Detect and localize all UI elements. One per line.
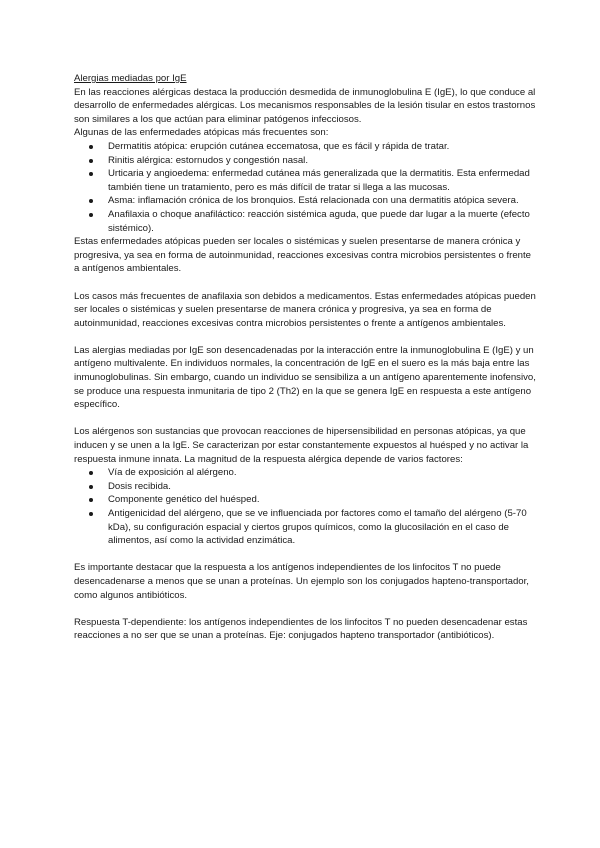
- paragraph-anaphylaxis: Los casos más frecuentes de anafilaxia son debidos a medicamentos. Estas enfermedades atópicas pueden ser locales o sistémicas y suelen presentarse de manera crónica y progresiva, ya sea en forma de autoinmunidad, reacciones excesivas contra microbios persistentes o frente a antígenos ambientales.: [74, 290, 536, 329]
- list-item: Rinitis alérgica: estornudos y congestión nasal.: [74, 154, 536, 168]
- list-item: Componente genético del huésped.: [74, 493, 536, 507]
- atopic-diseases-list: [74, 140, 536, 235]
- paragraph-t-independent: Es importante destacar que la respuesta a los antígenos independientes de los linfocitos T no puede desencadenarse a menos que se unan a proteínas. Un ejemplo son los conjugados hapteno-transportador, como algunos antibióticos.: [74, 562, 529, 601]
- list-item: Dosis recibida.: [74, 480, 536, 494]
- paragraph-allergens: Los alérgenos son sustancias que provocan reacciones de hipersensibilidad en personas atópicas, ya que inducen y se unen a la IgE. Se caracterizan por estar constantemente expuestos al huésped y no activar la respuesta inmune innata. La magnitud de la respuesta alérgica depende de varios factores:: [74, 426, 529, 465]
- paragraph-gap: [74, 412, 536, 426]
- paragraph-atopic-summary: Estas enfermedades atópicas pueden ser locales o sistémicas y suelen presentarse de manera crónica y progresiva, ya sea en forma de autoinmunidad, reacciones excesivas contra microbios persistentes o frente a antígenos ambientales.: [74, 236, 532, 275]
- list-item: Anafilaxia o choque anafiláctico: reacción sistémica aguda, que puede dar lugar a la muerte (efecto sistémico).: [74, 208, 536, 235]
- paragraph-gap: [74, 548, 536, 562]
- paragraph-t-dependent: Respuesta T-dependiente: los antígenos independientes de los linfocitos T no pueden desencadenar estas reacciones a no ser que se unan a proteínas. Eje: conjugados hapteno transportador (antibióticos).: [74, 616, 528, 642]
- list-item: Antigenicidad del alérgeno, que se ve influenciada por factores como el tamaño del alérgeno (5-70 kDa), su configuración espacial y ciertos grupos químicos, como la glucosilación en el caso de alimentos, así como la actividad enzimática.: [74, 507, 536, 548]
- paragraph-intro: En las reacciones alérgicas destaca la producción desmedida de inmunoglobulina E (IgE), lo que conduce al desarrollo de enfermedades alérgicas. Los mecanismos responsables de la lesión tisular en estos trastornos son similares a los que actúan para eliminar patógenos infecciosos.: [74, 86, 536, 125]
- list-intro: Algunas de las enfermedades atópicas más frecuentes son:: [74, 127, 329, 139]
- list-item: Vía de exposición al alérgeno.: [74, 466, 536, 480]
- paragraph-gap: [74, 602, 536, 616]
- paragraph-gap: [74, 276, 536, 290]
- list-item: Urticaria y angioedema: enfermedad cutánea más generalizada que la dermatitis. Esta enfermedad también tiene un tratamiento, pero es más difícil de tratar si llega a las mucosas.: [74, 167, 536, 194]
- paragraph-gap: [74, 330, 536, 344]
- allergic-factors-list: [74, 466, 536, 548]
- section-title: Alergias mediadas por IgE: [74, 73, 187, 84]
- list-item: Dermatitis atópica: erupción cutánea eccematosa, que es fácil y rápida de tratar.: [74, 140, 536, 154]
- list-item: Asma: inflamación crónica de los bronquios. Está relacionada con una dermatitis atópica severa.: [74, 194, 536, 208]
- paragraph-ige-mechanism: Las alergias mediadas por IgE son desencadenadas por la interacción entre la inmunoglobulina E (IgE) y un antígeno multivalente. En individuos normales, la concentración de IgE en el suero es la más baja entre las inmunoglobulinas. Sin embargo, cuando un individuo se sensibiliza a un antígeno aparentemente inofensivo, se produce una respuesta inmunitaria de tipo 2 (Th2) en la que se genera IgE en respuesta a este antígeno específico.: [74, 344, 536, 411]
